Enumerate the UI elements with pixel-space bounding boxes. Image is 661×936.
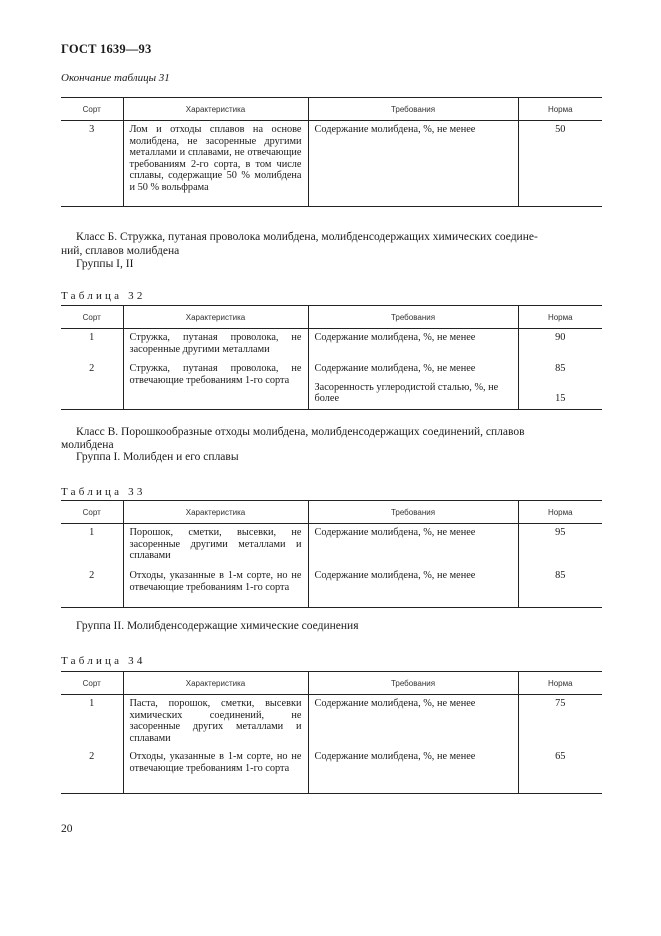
document-header: ГОСТ 1639—93 bbox=[61, 42, 152, 56]
sort-cell: 2 bbox=[61, 360, 123, 410]
page-number: 20 bbox=[61, 823, 73, 835]
norm-value-2: 15 bbox=[555, 392, 566, 404]
col-header-characteristic: Характеристика bbox=[123, 306, 308, 329]
table32-caption: Таблица 32 bbox=[61, 290, 146, 302]
col-header-sort: Сорт bbox=[61, 501, 123, 524]
sort-cell: 1 bbox=[89, 527, 95, 538]
col-header-sort: Сорт bbox=[61, 672, 123, 695]
requirement-cell: Содержание молибдена, %, не менее bbox=[308, 748, 518, 794]
col-header-requirements: Требования bbox=[308, 672, 518, 695]
characteristic-cell: Паста, порошок, сметки, высевки химических соединений, не засоренные других металлами и сплавами bbox=[123, 695, 308, 749]
requirement-cell: Содержание молибдена, %, не менее bbox=[308, 695, 518, 749]
table34-caption: Таблица 34 bbox=[61, 655, 146, 667]
norm-cell: 95 bbox=[518, 524, 602, 568]
col-header-norm: Норма bbox=[518, 98, 602, 121]
col-header-sort: Сорт bbox=[61, 306, 123, 329]
class-v-group: Группа I. Молибден и его сплавы bbox=[76, 451, 239, 463]
characteristic-cell: Отходы, указанные в 1-м сорте, но не отвечающие требованиям 1-го сорта bbox=[123, 748, 308, 794]
col-header-characteristic: Характеристика bbox=[123, 98, 308, 121]
col-header-requirements: Требования bbox=[308, 306, 518, 329]
norm-cell: 65 bbox=[518, 748, 602, 794]
table-row bbox=[61, 360, 602, 410]
class-v-line2: молибдена bbox=[61, 439, 114, 451]
characteristic-cell: Лом и отходы сплавов на основе молибдена, не засоренные другими металлами и сплавами, не отвечающие требованиям 2-го сорта, в том числе сплавы, содержащие 50 % молибдена и 50 % вольфрама bbox=[123, 121, 308, 207]
norm-cell: 50 bbox=[518, 121, 602, 207]
class-b-line1: Класс Б. Стружка, путаная проволока молибдена, молибденсодержащих химических соедине- bbox=[76, 231, 538, 243]
characteristic-cell: Отходы, указанные в 1-м сорте, но не отвечающие требованиям 1-го сорта bbox=[123, 567, 308, 608]
table-row bbox=[61, 567, 602, 608]
table-row bbox=[61, 748, 602, 794]
table33-caption: Таблица 33 bbox=[61, 486, 146, 498]
col-header-norm: Норма bbox=[518, 501, 602, 524]
sort-cell: 3 bbox=[61, 121, 123, 207]
characteristic-cell: Порошок, сметки, высевки, не засоренные другими металлами и сплавами bbox=[123, 524, 308, 568]
characteristic-cell: Стружка, путаная проволока, не засоренные другими металлами bbox=[123, 329, 308, 361]
table31-caption: Окончание таблицы 31 bbox=[61, 72, 170, 84]
sort-cell: 2 bbox=[61, 748, 123, 794]
norm-cell: 75 bbox=[518, 695, 602, 749]
col-header-requirements: Требования bbox=[308, 98, 518, 121]
requirement-cell: Содержание молибдена, %, не менее bbox=[308, 567, 518, 608]
col-header-sort: Сорт bbox=[61, 98, 123, 121]
table-row bbox=[61, 695, 602, 749]
table-row bbox=[61, 121, 602, 207]
sort-cell: 1 bbox=[89, 332, 95, 343]
col-header-norm: Норма bbox=[518, 306, 602, 329]
norm-cell bbox=[518, 360, 602, 410]
sort-cell: 2 bbox=[61, 567, 123, 608]
col-header-characteristic: Характеристика bbox=[123, 672, 308, 695]
class-b-line2: ний, сплавов молибдена bbox=[61, 245, 180, 257]
requirement-text-2: Засоренность углеродистой сталью, %, не более bbox=[314, 381, 499, 404]
requirement-cell: Содержание молибдена, %, не менее bbox=[308, 329, 518, 361]
col-header-norm: Норма bbox=[518, 672, 602, 695]
characteristic-cell: Стружка, путаная проволока, не отвечающие требованиям 1-го сорта bbox=[123, 360, 308, 410]
group-2-heading: Группа II. Молибденсодержащие химические соединения bbox=[76, 620, 359, 632]
norm-cell: 90 bbox=[518, 329, 602, 361]
requirement-cell: Содержание молибдена, %, не менее bbox=[308, 524, 518, 568]
requirement-cell bbox=[308, 360, 518, 410]
sort-cell: 1 bbox=[89, 698, 95, 709]
table-34 bbox=[61, 671, 602, 794]
col-header-requirements: Требования bbox=[308, 501, 518, 524]
col-header-characteristic: Характеристика bbox=[123, 501, 308, 524]
norm-cell: 85 bbox=[518, 567, 602, 608]
table-33 bbox=[61, 500, 602, 608]
class-b-groups: Группы I, II bbox=[76, 258, 134, 270]
table-32 bbox=[61, 305, 602, 410]
requirement-cell: Содержание молибдена, %, не менее bbox=[308, 121, 518, 207]
requirement-text: Содержание молибдена, %, не менее bbox=[314, 363, 476, 374]
table-row bbox=[61, 524, 602, 568]
norm-value: 85 bbox=[555, 363, 566, 374]
table-row bbox=[61, 329, 602, 361]
class-v-line1: Класс В. Порошкообразные отходы молибдена, молибденсодержащих соединений, сплавов bbox=[76, 426, 525, 438]
table-31 bbox=[61, 97, 602, 207]
